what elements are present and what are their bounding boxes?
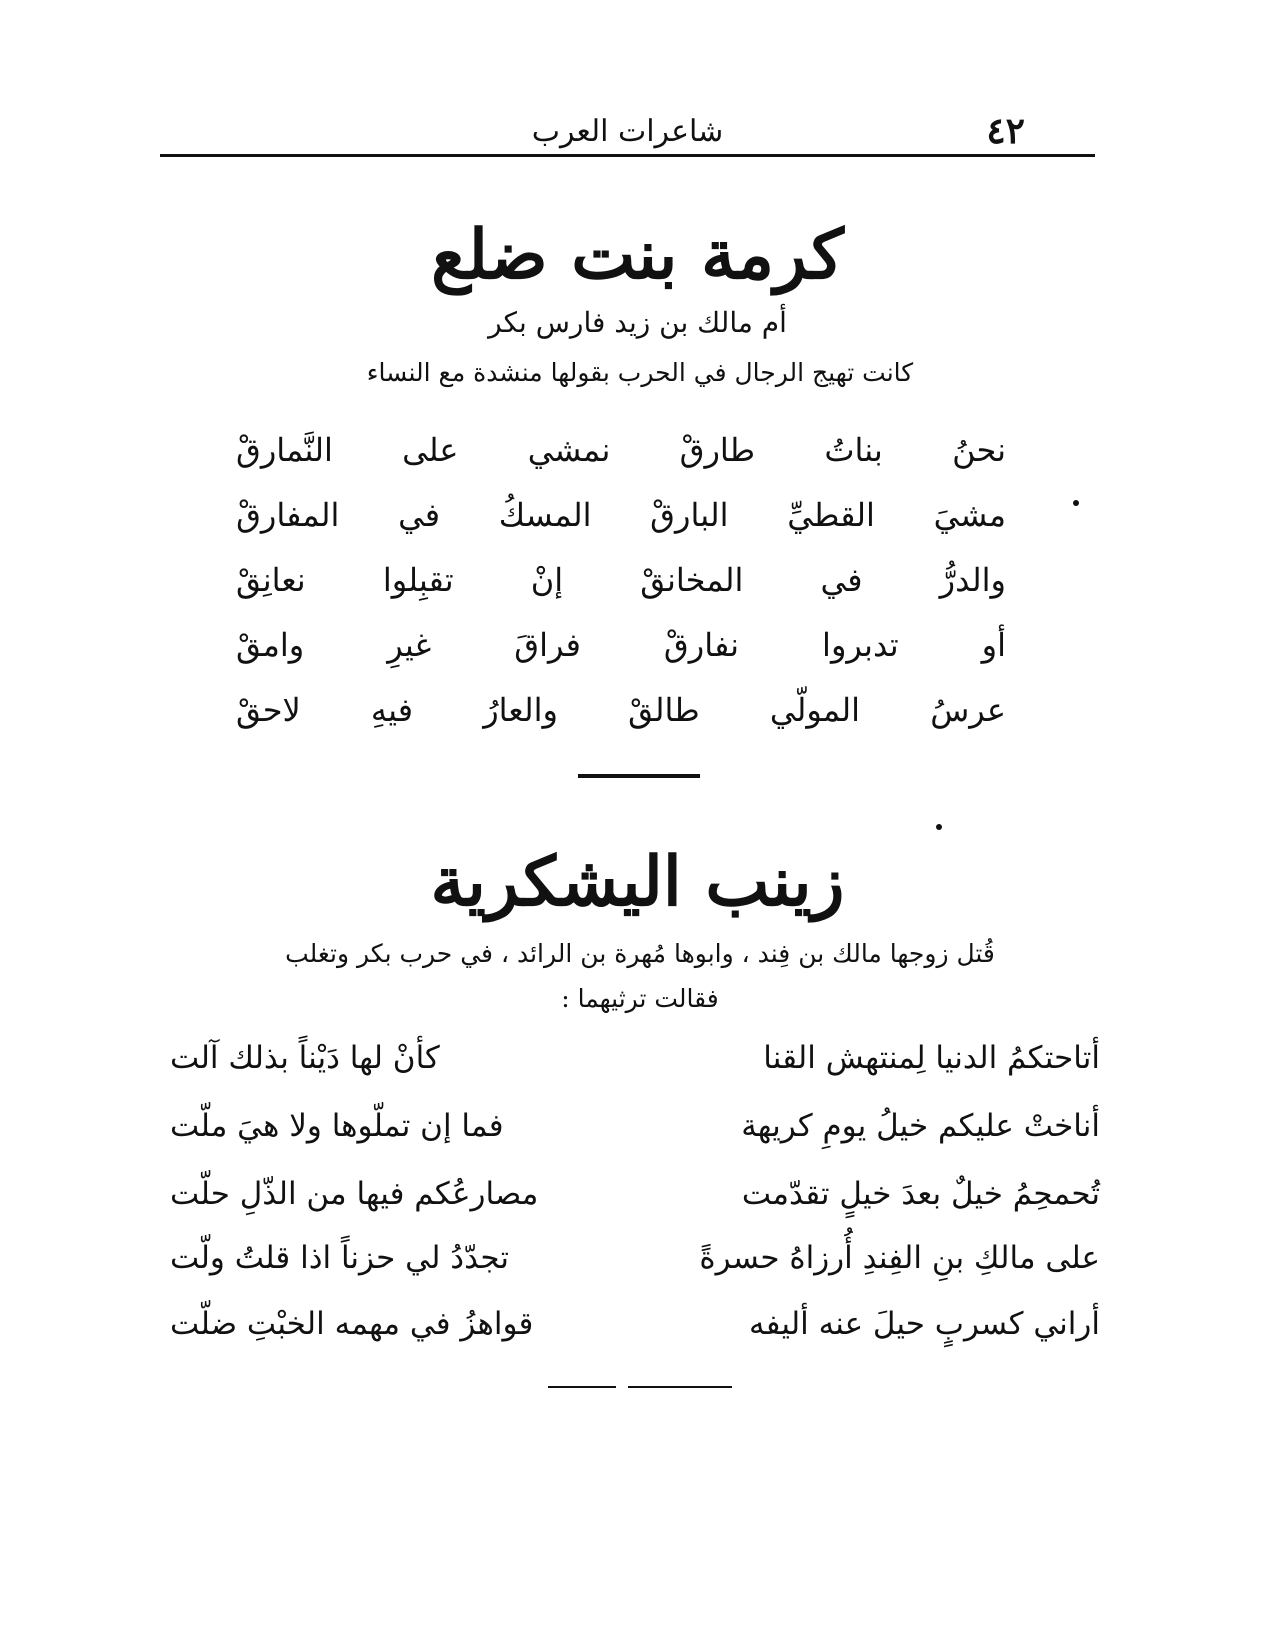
header-rule <box>160 154 1095 157</box>
verse-line <box>236 685 1006 735</box>
verse-word: مشيَ <box>933 496 1006 534</box>
ink-speck <box>1073 500 1079 506</box>
verse-word: المسكُ <box>498 496 592 534</box>
verse-word: تقبِلوا <box>382 561 454 599</box>
verse-word: نحنُ <box>952 431 1006 469</box>
poet-title-karma: كرمة بنت ضلع <box>431 215 844 295</box>
verse-word: نمشي <box>527 431 611 469</box>
couplet <box>170 1302 1100 1352</box>
second-hemistich: تجدّدُ لي حزناً اذا قلتُ ولّت <box>170 1240 510 1276</box>
verse-line <box>236 620 1006 670</box>
verse-line <box>236 425 1006 475</box>
verse-word: في <box>820 561 863 599</box>
end-separator <box>628 1386 732 1388</box>
page-header <box>160 110 1095 160</box>
verse-word: القطيِّ <box>787 496 875 534</box>
first-hemistich: تُحمحِمُ خيلٌ بعدَ خيلٍ تقدّمت <box>741 1176 1100 1212</box>
verse-word: وامقْ <box>236 626 305 664</box>
verse-word: النَّمارقْ <box>236 431 333 469</box>
couplet <box>170 1236 1100 1286</box>
poet-title-zaynab: زينب اليشكرية <box>430 842 845 922</box>
second-hemistich: مصارعُكم فيها من الذّلِ حلّت <box>170 1176 539 1212</box>
ink-speck <box>936 824 942 830</box>
verse-word: على <box>402 431 459 469</box>
verse-word: في <box>398 496 441 534</box>
verse-word: طارقْ <box>679 431 756 469</box>
verse-line <box>236 555 1006 605</box>
verse-word: بناتُ <box>824 431 883 469</box>
verse-word: عرسُ <box>930 691 1006 729</box>
page-number: ٤٢ <box>986 110 1025 152</box>
verse-word: إنْ <box>530 561 564 599</box>
first-hemistich: أناختْ عليكم خيلُ يومِ كريهة <box>741 1108 1100 1144</box>
couplet <box>170 1036 1100 1086</box>
verse-word: والعارُ <box>483 691 558 729</box>
verse-line <box>236 490 1006 540</box>
verse-word: تدبروا <box>822 626 899 664</box>
verse-word: لاحقْ <box>236 691 301 729</box>
verse-word: المولّي <box>769 691 861 729</box>
second-hemistich: فما إن تملّوها ولا هيَ ملّت <box>170 1108 504 1144</box>
running-title: شاعرات العرب <box>531 114 724 149</box>
verse-word: غيرِ <box>387 626 432 664</box>
verse-word: البارقْ <box>650 496 729 534</box>
second-hemistich: قواهزُ في مهمه الخبْتِ ضلّت <box>170 1306 534 1342</box>
couplet <box>170 1104 1100 1154</box>
verse-word: طالقْ <box>628 691 700 729</box>
verse-word: فراقَ <box>514 626 581 664</box>
end-separator <box>548 1386 616 1388</box>
section-separator <box>578 774 700 778</box>
verse-word: أو <box>981 626 1006 664</box>
intro-zaynab-line1: قُتل زوجها مالك بن فِند ، وابوها مُهرة بن الرائد ، في حرب بكر وتغلب <box>285 939 995 968</box>
intro-zaynab-line2: فقالت ترثيهما : <box>561 984 719 1013</box>
couplet <box>170 1172 1100 1222</box>
first-hemistich: أراني كسربٍ حيلَ عنه أليفه <box>749 1306 1100 1342</box>
first-hemistich: على مالكِ بنِ الفِندِ أُرزاهُ حسرةً <box>699 1240 1100 1276</box>
verse-word: والدرُّ <box>939 561 1006 599</box>
poet-subtitle-karma: أم مالك بن زيد فارس بكر <box>488 306 787 339</box>
intro-karma: كانت تهيج الرجال في الحرب بقولها منشدة مع النساء <box>366 358 914 387</box>
second-hemistich: كأنْ لها دَيْناً بذلك آلت <box>170 1040 440 1076</box>
verse-word: المفارقْ <box>236 496 340 534</box>
verse-word: نفارقْ <box>663 626 740 664</box>
verse-word: فيهِ <box>370 691 414 729</box>
first-hemistich: أتاحتكمُ الدنيا لِمنتهش القنا <box>763 1040 1100 1076</box>
verse-word: المخانقْ <box>640 561 744 599</box>
verse-word: نعانِقْ <box>236 561 306 599</box>
